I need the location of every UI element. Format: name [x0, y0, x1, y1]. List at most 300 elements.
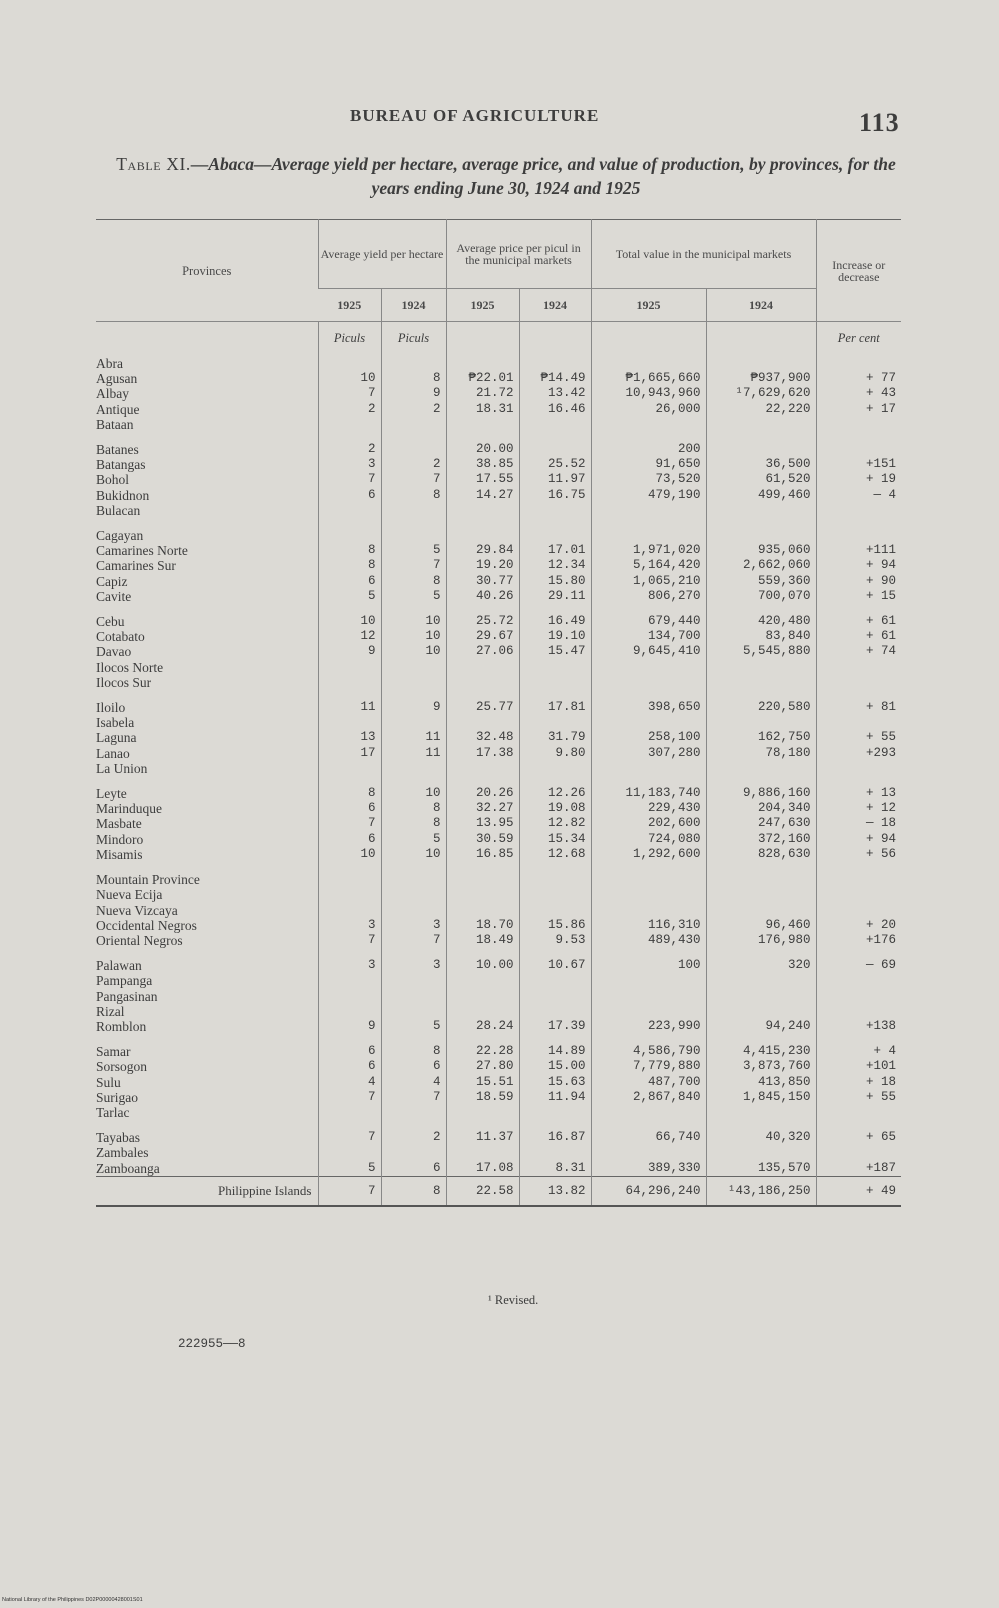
cell-change: + 77 — [816, 371, 901, 386]
cell-province: Camarines Sur — [96, 558, 176, 574]
table-row — [96, 872, 901, 887]
cell-value-1924: 36,500 — [706, 457, 816, 472]
cell-value-1924: 559,360 — [706, 574, 816, 589]
cell-price-1924: 8.31 — [519, 1161, 591, 1177]
cell-province: Masbate — [96, 816, 142, 832]
cell-province: Ilocos Norte — [96, 659, 164, 675]
cell-value-1924 — [706, 761, 816, 776]
cell-yield-1925 — [318, 356, 381, 371]
cell-yield-1925: 9 — [318, 1019, 381, 1034]
cell-yield-1925: 10 — [318, 847, 381, 862]
table-body — [96, 322, 901, 1206]
cell-price-1925 — [446, 715, 519, 730]
cell-yield-1925: 6 — [318, 1044, 381, 1059]
cell-price-1925: 11.37 — [446, 1130, 519, 1145]
spacer-cell — [381, 1034, 446, 1044]
cell-yield-1925: 9 — [318, 644, 381, 659]
spacer-cell — [591, 604, 706, 614]
cell-value-1924 — [706, 442, 816, 457]
cell-price-1925 — [446, 872, 519, 887]
cell-province: Batangas — [96, 457, 146, 473]
cell-change — [816, 528, 901, 543]
cell-change: + 94 — [816, 558, 901, 573]
cell-value-1924: 61,520 — [706, 472, 816, 487]
table-row — [96, 887, 901, 902]
table-row — [96, 543, 901, 558]
table-label: Table XI. — [116, 154, 191, 174]
cell-value-1924: 96,460 — [706, 918, 816, 933]
cell-value-1925: 679,440 — [591, 614, 706, 629]
cell-value-1925 — [591, 887, 706, 902]
cell-province: Camarines Norte — [96, 543, 188, 559]
spacer-cell — [381, 776, 446, 786]
cell-price-1924 — [519, 417, 591, 432]
table-row — [96, 1004, 901, 1019]
spacer-cell — [381, 432, 446, 442]
cell-province: Albay — [96, 386, 129, 402]
cell-province: Bohol — [96, 472, 130, 488]
cell-price-1925: 13.95 — [446, 816, 519, 831]
spacer-cell — [318, 1120, 381, 1130]
cell-change: + 12 — [816, 801, 901, 816]
units-yield-1924: Piculs — [381, 322, 446, 357]
cell-yield-1924: 7 — [381, 933, 446, 948]
units-blank — [519, 322, 591, 357]
cell-yield-1924 — [381, 356, 446, 371]
cell-value-1925 — [591, 903, 706, 918]
cell-province: Lanao — [96, 745, 130, 761]
cell-yield-1925: 2 — [318, 402, 381, 417]
cell-value-1925 — [591, 1105, 706, 1120]
cell-price-1924 — [519, 660, 591, 675]
cell-price-1925 — [446, 903, 519, 918]
units-row — [96, 322, 901, 357]
spacer-cell — [519, 1120, 591, 1130]
cell-value-1925: 66,740 — [591, 1130, 706, 1145]
spacer-cell — [706, 862, 816, 872]
cell-change — [816, 1105, 901, 1120]
cell-value-1925: 487,700 — [591, 1075, 706, 1090]
cell-change: +187 — [816, 1161, 901, 1177]
cell-change — [816, 660, 901, 675]
spacer-cell — [519, 690, 591, 700]
cell-province: Tarlac — [96, 1104, 130, 1120]
cell-yield-1925 — [318, 503, 381, 518]
cell-price-1924: 16.46 — [519, 402, 591, 417]
cell-province: Bataan — [96, 416, 134, 432]
cell-value-1924: 935,060 — [706, 543, 816, 558]
spacer-cell — [706, 1120, 816, 1130]
cell-price-1925: 25.72 — [446, 614, 519, 629]
cell-province: Bulacan — [96, 502, 141, 518]
group-spacer — [96, 948, 901, 958]
table-row — [96, 933, 901, 948]
cell-change: +101 — [816, 1059, 901, 1074]
cell-province: Occidental Negros — [96, 917, 197, 933]
cell-yield-1924: 2 — [381, 457, 446, 472]
spacer-cell — [96, 518, 318, 528]
spacer-cell — [96, 776, 318, 786]
table-row — [96, 472, 901, 487]
cell-change: +138 — [816, 1019, 901, 1034]
cell-yield-1925: 7 — [318, 1090, 381, 1105]
cell-value-1924 — [706, 503, 816, 518]
cell-province: Mindoro — [96, 831, 144, 847]
cell-yield-1925 — [318, 675, 381, 690]
cell-price-1925 — [446, 675, 519, 690]
cell-yield-1924: 2 — [381, 402, 446, 417]
cell-yield-1924 — [381, 872, 446, 887]
cell-value-1925: 73,520 — [591, 472, 706, 487]
table-row — [96, 614, 901, 629]
table-row — [96, 1059, 901, 1074]
cell-yield-1925 — [318, 761, 381, 776]
cell-yield-1924: 5 — [381, 1019, 446, 1034]
header-change: Increase or decrease — [816, 220, 901, 322]
cell-province: Mountain Province — [96, 872, 200, 888]
cell-province: Zambales — [96, 1145, 149, 1161]
table-row — [96, 1044, 901, 1059]
cell-value-1925 — [591, 872, 706, 887]
spacer-cell — [446, 432, 519, 442]
cell-province: Batanes — [96, 442, 139, 458]
total-province: Philippine Islands — [96, 1176, 318, 1206]
cell-yield-1924: 3 — [381, 958, 446, 973]
cell-value-1924: 135,570 — [706, 1161, 816, 1177]
scan-footer: National Library of the Philippines D02P00000428001S01 — [2, 1597, 143, 1603]
cell-province: Pampanga — [96, 973, 153, 989]
cell-change: + 20 — [816, 918, 901, 933]
spacer-cell — [591, 948, 706, 958]
cell-change — [816, 675, 901, 690]
spacer-cell — [706, 604, 816, 614]
cell-price-1925: 22.28 — [446, 1044, 519, 1059]
table-row — [96, 832, 901, 847]
spacer-cell — [591, 776, 706, 786]
cell-change — [816, 442, 901, 457]
cell-yield-1925: 3 — [318, 958, 381, 973]
total-yield-1924: 8 — [381, 1176, 446, 1206]
cell-price-1925: 40.26 — [446, 589, 519, 604]
cell-value-1924 — [706, 1004, 816, 1019]
table-row — [96, 715, 901, 730]
cell-change: + 55 — [816, 1090, 901, 1105]
cell-value-1925 — [591, 715, 706, 730]
cell-yield-1924: 7 — [381, 1090, 446, 1105]
cell-value-1925 — [591, 761, 706, 776]
cell-yield-1925 — [318, 660, 381, 675]
spacer-cell — [816, 518, 901, 528]
cell-yield-1924 — [381, 715, 446, 730]
cell-value-1924: 40,320 — [706, 1130, 816, 1145]
header-value-1924: 1924 — [706, 289, 816, 322]
cell-province: Tayabas — [96, 1130, 141, 1146]
spacer-cell — [318, 776, 381, 786]
cell-province: Oriental Negros — [96, 932, 183, 948]
cell-province: Cavite — [96, 588, 132, 604]
cell-value-1925: ₱1,665,660 — [591, 371, 706, 386]
table-row — [96, 417, 901, 432]
spacer-cell — [446, 690, 519, 700]
header-price: Average price per picul in the municipal markets — [446, 220, 591, 289]
table-row — [96, 675, 901, 690]
cell-price-1925: 21.72 — [446, 386, 519, 401]
cell-yield-1925: 6 — [318, 1059, 381, 1074]
cell-price-1924: 16.75 — [519, 488, 591, 503]
cell-yield-1925: 5 — [318, 589, 381, 604]
total-value-1925: 64,296,240 — [591, 1176, 706, 1206]
spacer-cell — [381, 518, 446, 528]
cell-change: +111 — [816, 543, 901, 558]
table-row — [96, 761, 901, 776]
table-title — [96, 152, 916, 200]
cell-yield-1924: 7 — [381, 558, 446, 573]
cell-price-1924: 17.81 — [519, 700, 591, 715]
cell-yield-1925: 7 — [318, 386, 381, 401]
cell-yield-1924 — [381, 660, 446, 675]
cell-price-1925 — [446, 528, 519, 543]
table-row — [96, 457, 901, 472]
cell-value-1924: 22,220 — [706, 402, 816, 417]
cell-value-1925 — [591, 660, 706, 675]
spacer-cell — [816, 948, 901, 958]
cell-price-1925 — [446, 417, 519, 432]
cell-province: Cagayan — [96, 528, 144, 544]
cell-price-1925 — [446, 1105, 519, 1120]
cell-value-1924 — [706, 887, 816, 902]
cell-value-1924 — [706, 973, 816, 988]
cell-yield-1924: 2 — [381, 1130, 446, 1145]
cell-yield-1925 — [318, 903, 381, 918]
cell-price-1925: 20.00 — [446, 442, 519, 457]
cell-yield-1924: 8 — [381, 801, 446, 816]
cell-change: + 4 — [816, 1044, 901, 1059]
cell-value-1925 — [591, 417, 706, 432]
table-row — [96, 402, 901, 417]
cell-yield-1925: 7 — [318, 472, 381, 487]
cell-province: Isabela — [96, 715, 135, 731]
cell-price-1924: 19.10 — [519, 629, 591, 644]
spacer-cell — [706, 432, 816, 442]
cell-price-1925: 18.59 — [446, 1090, 519, 1105]
cell-price-1924: 12.82 — [519, 816, 591, 831]
cell-price-1924: 12.68 — [519, 847, 591, 862]
cell-yield-1924: 10 — [381, 786, 446, 801]
cell-value-1924: 700,070 — [706, 589, 816, 604]
cell-price-1924 — [519, 903, 591, 918]
cell-value-1924: 1,845,150 — [706, 1090, 816, 1105]
cell-value-1925: 202,600 — [591, 816, 706, 831]
cell-value-1925: 2,867,840 — [591, 1090, 706, 1105]
cell-value-1925: 26,000 — [591, 402, 706, 417]
group-spacer — [96, 776, 901, 786]
cell-province: Iloilo — [96, 700, 126, 716]
cell-change — [816, 973, 901, 988]
spacer-cell — [446, 862, 519, 872]
spacer-cell — [591, 690, 706, 700]
spacer-cell — [96, 432, 318, 442]
cell-yield-1925 — [318, 973, 381, 988]
cell-price-1924 — [519, 872, 591, 887]
total-row — [96, 1176, 901, 1206]
cell-change: + 13 — [816, 786, 901, 801]
cell-price-1924 — [519, 989, 591, 1004]
cell-yield-1924: 11 — [381, 730, 446, 745]
cell-yield-1924: 8 — [381, 816, 446, 831]
spacer-cell — [446, 518, 519, 528]
cell-province: Bukidnon — [96, 487, 150, 503]
cell-value-1925: 1,292,600 — [591, 847, 706, 862]
cell-yield-1924 — [381, 903, 446, 918]
spacer-cell — [816, 862, 901, 872]
cell-change: — 69 — [816, 958, 901, 973]
table-row — [96, 973, 901, 988]
cell-yield-1925: 6 — [318, 488, 381, 503]
cell-price-1925 — [446, 973, 519, 988]
cell-value-1924: 247,630 — [706, 816, 816, 831]
cell-yield-1924: 5 — [381, 543, 446, 558]
spacer-cell — [381, 862, 446, 872]
table-row — [96, 903, 901, 918]
cell-yield-1924: 9 — [381, 700, 446, 715]
footnote: ¹ Revised. — [488, 1293, 539, 1307]
units-blank — [706, 322, 816, 357]
cell-value-1924: 94,240 — [706, 1019, 816, 1034]
table-row — [96, 589, 901, 604]
cell-price-1925: 10.00 — [446, 958, 519, 973]
cell-change — [816, 887, 901, 902]
cell-value-1924: 2,662,060 — [706, 558, 816, 573]
cell-price-1925: 32.27 — [446, 801, 519, 816]
table-row — [96, 629, 901, 644]
spacer-cell — [381, 690, 446, 700]
cell-province: Palawan — [96, 958, 142, 974]
cell-price-1924: 15.47 — [519, 644, 591, 659]
cell-value-1925: 7,779,880 — [591, 1059, 706, 1074]
header-yield-1925: 1925 — [318, 289, 381, 322]
cell-price-1924 — [519, 675, 591, 690]
table-row — [96, 371, 901, 386]
cell-price-1924 — [519, 528, 591, 543]
spacer-cell — [816, 432, 901, 442]
table-row — [96, 442, 901, 457]
spacer-cell — [519, 862, 591, 872]
spacer-cell — [816, 1120, 901, 1130]
table-row — [96, 847, 901, 862]
cell-price-1924 — [519, 761, 591, 776]
cell-price-1924 — [519, 503, 591, 518]
table-row — [96, 1130, 901, 1145]
cell-price-1924 — [519, 715, 591, 730]
cell-change — [816, 1004, 901, 1019]
table-row — [96, 1090, 901, 1105]
cell-value-1925: 5,164,420 — [591, 558, 706, 573]
spacer-cell — [519, 518, 591, 528]
cell-province: Samar — [96, 1044, 131, 1060]
cell-yield-1924 — [381, 761, 446, 776]
cell-value-1925 — [591, 989, 706, 1004]
cell-yield-1924 — [381, 417, 446, 432]
cell-price-1925: 30.77 — [446, 574, 519, 589]
spacer-cell — [591, 518, 706, 528]
cell-value-1925: 134,700 — [591, 629, 706, 644]
spacer-cell — [318, 690, 381, 700]
cell-value-1925: 223,990 — [591, 1019, 706, 1034]
cell-province: La Union — [96, 760, 148, 776]
cell-change: + 65 — [816, 1130, 901, 1145]
cell-yield-1925: 3 — [318, 918, 381, 933]
table-row — [96, 644, 901, 659]
cell-yield-1924: 8 — [381, 488, 446, 503]
cell-yield-1924: 9 — [381, 386, 446, 401]
cell-price-1925: 18.31 — [446, 402, 519, 417]
cell-price-1924: 19.08 — [519, 801, 591, 816]
table-row — [96, 786, 901, 801]
table-caption: —Abaca—Average yield per hectare, average price, and value of production, by provinces, for the years ending June 30, 1924 and 1925 — [190, 154, 896, 198]
cell-value-1925 — [591, 973, 706, 988]
cell-yield-1925: 7 — [318, 933, 381, 948]
cell-value-1924 — [706, 417, 816, 432]
cell-yield-1924: 6 — [381, 1161, 446, 1177]
cell-price-1924 — [519, 887, 591, 902]
cell-value-1924: 220,580 — [706, 700, 816, 715]
table-row — [96, 1145, 901, 1160]
cell-yield-1925: 6 — [318, 832, 381, 847]
cell-value-1925: 116,310 — [591, 918, 706, 933]
table-row — [96, 660, 901, 675]
cell-yield-1925: 12 — [318, 629, 381, 644]
spacer-cell — [446, 1120, 519, 1130]
cell-change: +151 — [816, 457, 901, 472]
cell-value-1924: 176,980 — [706, 933, 816, 948]
cell-change: + 18 — [816, 1075, 901, 1090]
header-provinces: Provinces — [96, 220, 318, 322]
cell-price-1924: 9.80 — [519, 746, 591, 761]
total-price-1925: 22.58 — [446, 1176, 519, 1206]
cell-value-1925 — [591, 503, 706, 518]
group-spacer — [96, 1120, 901, 1130]
cell-yield-1925: 4 — [318, 1075, 381, 1090]
cell-yield-1924: 5 — [381, 832, 446, 847]
cell-yield-1925 — [318, 1004, 381, 1019]
cell-price-1925: 18.70 — [446, 918, 519, 933]
cell-value-1925: 9,645,410 — [591, 644, 706, 659]
cell-price-1925: 25.77 — [446, 700, 519, 715]
cell-yield-1925: 17 — [318, 746, 381, 761]
spacer-cell — [519, 1034, 591, 1044]
cell-yield-1925: 3 — [318, 457, 381, 472]
cell-yield-1925: 6 — [318, 574, 381, 589]
table-row — [96, 816, 901, 831]
cell-yield-1924 — [381, 528, 446, 543]
units-yield-1925: Piculs — [318, 322, 381, 357]
cell-yield-1924: 5 — [381, 589, 446, 604]
cell-price-1924: 13.42 — [519, 386, 591, 401]
spacer-cell — [318, 604, 381, 614]
spacer-cell — [96, 1034, 318, 1044]
cell-value-1924: ₱937,900 — [706, 371, 816, 386]
units-change: Per cent — [816, 322, 901, 357]
units-blank — [96, 322, 318, 357]
cell-province: Romblon — [96, 1018, 147, 1034]
cell-yield-1925: 10 — [318, 371, 381, 386]
cell-yield-1924: 8 — [381, 1044, 446, 1059]
cell-price-1924: 17.01 — [519, 543, 591, 558]
cell-value-1924: 9,886,160 — [706, 786, 816, 801]
cell-change: +293 — [816, 746, 901, 761]
cell-yield-1925: 5 — [318, 1161, 381, 1177]
spacer-cell — [96, 604, 318, 614]
